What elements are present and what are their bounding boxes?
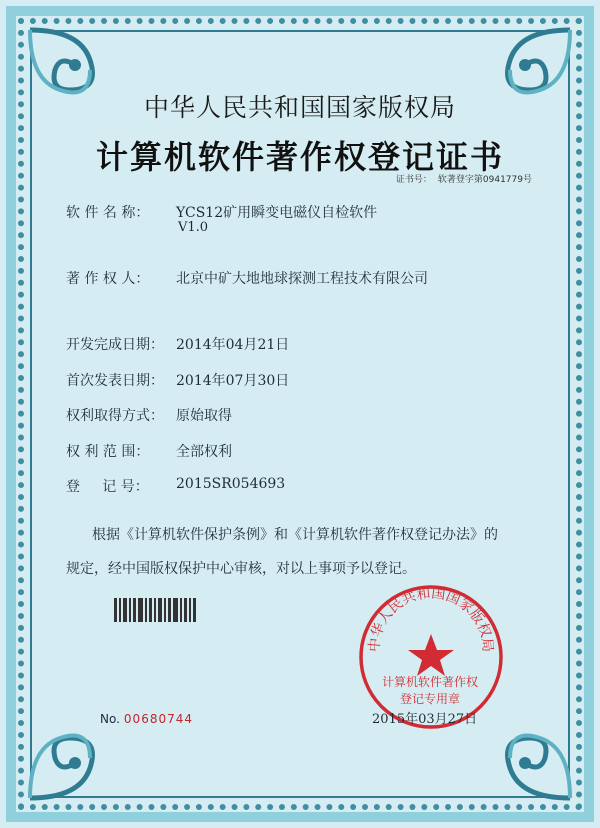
field-copyright-owner [66, 268, 428, 288]
field-label: 登 记 号： [66, 479, 149, 495]
software-version: V1.0 [178, 220, 209, 235]
field-completion-date [66, 334, 289, 354]
field-label: 首次发表日期： [66, 373, 164, 389]
field-label: 权 利 范 围： [66, 444, 150, 460]
barcode-image [114, 598, 196, 622]
seal-ring-text: 中华人民共和国国家版权局 [366, 585, 496, 653]
field-label: 开发完成日期： [66, 337, 164, 353]
legal-basis-line: 根据《计算机软件保护条例》和《计算机软件著作权登记办法》的 [92, 527, 498, 543]
certificate-number [390, 172, 532, 185]
serial-prefix: No. [100, 712, 120, 726]
field-acquisition-method [66, 405, 232, 425]
field-label: 著 作 权 人： [66, 271, 150, 287]
serial-number-value: 00680744 [123, 712, 193, 726]
field-value: 2015SR054693 [176, 476, 286, 492]
field-value: 北京中矿大地地球探测工程技术有限公司 [176, 271, 428, 287]
seal-center-text [368, 674, 492, 708]
field-label: 软 件 名 称： [66, 205, 150, 221]
certificate-number-label: 证书号： [395, 175, 432, 185]
field-value: YCS12矿用瞬变电磁仪自检软件 [176, 205, 378, 221]
legal-basis-line: 规定，经中国版权保护中心审核，对以上事项予以登记。 [66, 561, 416, 577]
seal-line: 登记专用章 [399, 692, 460, 706]
certificate-title: 计算机软件著作权登记证书 [95, 138, 504, 176]
field-value: 原始取得 [176, 408, 232, 424]
certificate-number-value: 软著登字第0941779号 [437, 175, 532, 185]
issuer-heading: 中华人民共和国国家版权局 [143, 93, 456, 122]
field-value: 2014年07月30日 [176, 373, 290, 389]
field-value: 2014年04月21日 [176, 337, 290, 353]
field-software-name [66, 202, 377, 222]
issue-date: 2015年03月27日 [372, 712, 478, 727]
field-registration-number [66, 476, 285, 496]
serial-number [100, 712, 193, 726]
field-rights-scope [66, 441, 232, 461]
field-value: 全部权利 [176, 444, 232, 460]
field-publication-date [66, 370, 289, 390]
seal-line: 计算机软件著作权 [381, 675, 478, 689]
seal-star-icon [408, 634, 454, 676]
field-label: 权利取得方式： [66, 408, 164, 424]
legal-basis-paragraph [66, 518, 546, 586]
